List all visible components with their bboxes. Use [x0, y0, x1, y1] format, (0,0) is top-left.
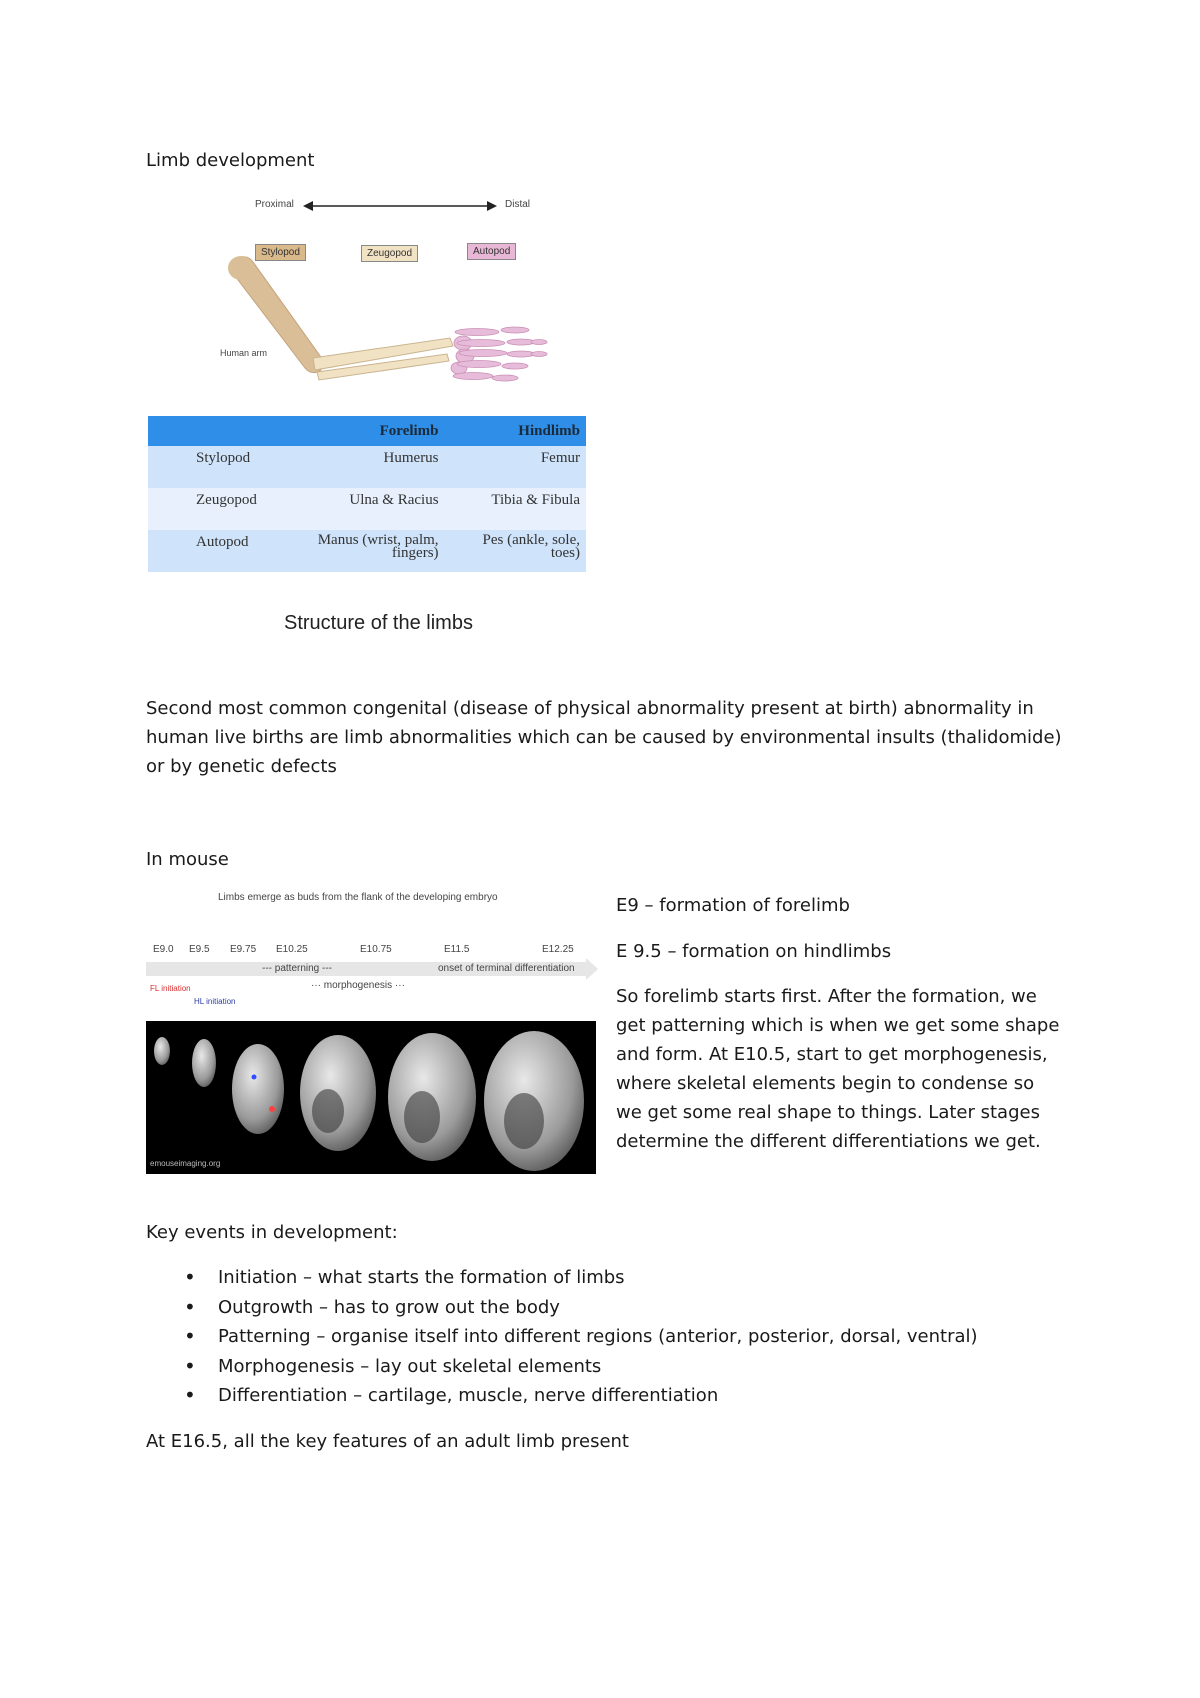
- paragraph-line: and form. At E10.5, start to get morphogenesis,: [616, 1044, 1048, 1065]
- paragraph-line: where skeletal elements begin to condense so: [616, 1073, 1035, 1094]
- timeline-arrowhead: [586, 958, 598, 980]
- table-cell: Zeugopod: [148, 488, 263, 530]
- paragraph-line: we get some real shape to things. Later stages: [616, 1102, 1040, 1123]
- table-cell: Stylopod: [148, 446, 263, 488]
- autopod-box: Autopod: [467, 243, 516, 260]
- e9-note: E9 – formation of forelimb: [616, 895, 850, 916]
- list-item: • Initiation – what starts the formation of limbs: [218, 1263, 978, 1293]
- key-events-heading: Key events in development:: [146, 1222, 398, 1243]
- morphogenesis-label: ··· morphogenesis ···: [311, 980, 405, 991]
- stage-label: E10.25: [276, 944, 308, 955]
- arm-bones-illustration: [215, 188, 555, 398]
- paragraph-line: determine the different differentiations we get.: [616, 1131, 1041, 1152]
- paragraph-line: Second most common congenital (disease of physical abnormality present at birth) abnormality in: [146, 698, 1034, 719]
- table-row: [148, 446, 586, 488]
- limb-structure-table: [148, 416, 586, 572]
- table-cell: Femur: [445, 446, 586, 488]
- paragraph-line: human live births are limb abnormalities which can be caused by environmental insults (thalidomide): [146, 727, 1062, 748]
- timeline-title: Limbs emerge as buds from the flank of the developing embryo: [218, 892, 498, 903]
- page-heading: Limb development: [146, 150, 315, 171]
- embryo-series-illustration: [146, 1021, 596, 1174]
- table-cell: Manus (wrist, palm, fingers): [263, 530, 445, 572]
- differentiation-label: onset of terminal differentiation: [438, 963, 575, 974]
- list-item: • Differentiation – cartilage, muscle, nerve differentiation: [218, 1381, 978, 1411]
- embryo-image-panel: [146, 1021, 596, 1174]
- stage-label: E10.75: [360, 944, 392, 955]
- mouse-heading: In mouse: [146, 849, 229, 870]
- fl-initiation-label: FL initiation: [150, 984, 191, 993]
- stage-label: E11.5: [444, 944, 470, 955]
- zeugopod-box: Zeugopod: [361, 245, 418, 262]
- mouse-limb-timeline-figure: [146, 886, 596, 1174]
- table-header: Hindlimb: [445, 416, 586, 446]
- limb-segments-figure: [215, 188, 555, 398]
- table-cell: Ulna & Racius: [263, 488, 445, 530]
- key-events-list: [218, 1263, 978, 1411]
- table-header: [148, 416, 263, 446]
- closing-sentence: At E16.5, all the key features of an adult limb present: [146, 1431, 629, 1452]
- list-item: • Morphogenesis – lay out skeletal elements: [218, 1352, 978, 1382]
- stage-label: E9.0: [153, 944, 174, 955]
- congenital-paragraph: [146, 694, 1062, 781]
- table-row: [148, 488, 586, 530]
- mouse-description: [616, 982, 1059, 1156]
- list-item: • Patterning – organise itself into different regions (anterior, posterior, dorsal, ventral): [218, 1322, 978, 1352]
- table-cell: Humerus: [263, 446, 445, 488]
- list-item: • Outgrowth – has to grow out the body: [218, 1293, 978, 1323]
- patterning-label: --- patterning ---: [262, 963, 333, 974]
- stage-label: E9.5: [189, 944, 210, 955]
- table-cell: Pes (ankle, sole, toes): [445, 530, 586, 572]
- stylopod-box: Stylopod: [255, 244, 306, 261]
- table-header: Forelimb: [263, 416, 445, 446]
- table-row: [148, 530, 586, 572]
- paragraph-line: So forelimb starts first. After the formation, we: [616, 986, 1037, 1007]
- table-cell: Autopod: [148, 530, 263, 572]
- image-credit: emouseimaging.org: [150, 1159, 221, 1168]
- stage-label: E9.75: [230, 944, 257, 955]
- hl-initiation-label: HL initiation: [194, 997, 236, 1006]
- distal-label: Distal: [505, 199, 531, 210]
- paragraph-line: or by genetic defects: [146, 756, 337, 777]
- proximal-label: Proximal: [255, 199, 294, 210]
- table-cell: Tibia & Fibula: [445, 488, 586, 530]
- e95-note: E 9.5 – formation on hindlimbs: [616, 941, 892, 962]
- stage-label: E12.25: [542, 944, 574, 955]
- human-arm-label: Human arm: [220, 348, 268, 358]
- figure-caption: Structure of the limbs: [284, 612, 473, 634]
- table-header-row: [148, 416, 586, 446]
- paragraph-line: get patterning which is when we get some shape: [616, 1015, 1060, 1036]
